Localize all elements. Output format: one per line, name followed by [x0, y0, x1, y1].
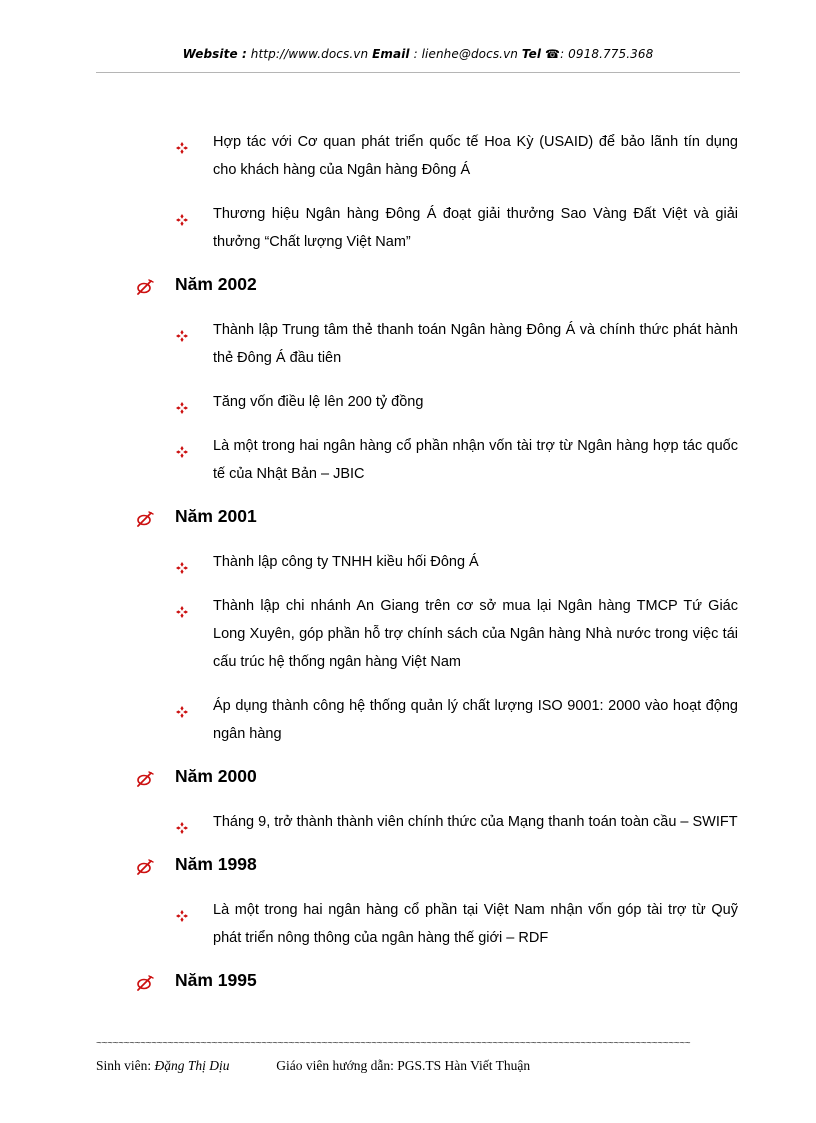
- year-heading-text: Năm 2002: [175, 274, 257, 294]
- bullet-text: Hợp tác với Cơ quan phát triển quốc tế Hoa Kỳ (USAID) để bảo lãnh tín dụng cho khách hàng của Ngân hàng Đông Á: [213, 134, 738, 178]
- diamond-bullet-icon: [176, 700, 188, 712]
- diamond-bullet-icon: [176, 396, 188, 408]
- diamond-bullet-icon: [176, 556, 188, 568]
- bullet-text: Thương hiệu Ngân hàng Đông Á đoạt giải thưởng Sao Vàng Đất Việt và giải thưởng “Chất lượng Việt Nam”: [213, 206, 738, 250]
- diamond-bullet-icon: [176, 904, 188, 916]
- phone-number: : 0918.775.368: [560, 47, 654, 61]
- diamond-bullet-icon: [176, 324, 188, 336]
- pen-bullet-icon: [136, 277, 154, 293]
- year-heading-text: Năm 1998: [175, 854, 257, 874]
- bullet-item: [136, 896, 738, 952]
- bullet-item: [136, 432, 738, 488]
- pen-bullet-icon: [136, 857, 154, 873]
- bullet-item: [136, 808, 738, 836]
- footer-wave-divider: ~~~~~~~~~~~~~~~~~~~~~~~~~~~~~~~~~~~~~~~~~~~~~~~~~~~~~~~~~~~~~~~~~~~~~~~~~~~~~~~~~~~~~~~~~~~~~~~~~~~~~~~~~~~~: [96, 1039, 691, 1050]
- bullet-text: Áp dụng thành công hệ thống quản lý chất lượng ISO 9001: 2000 vào hoạt động ngân hàng: [213, 698, 738, 742]
- diamond-bullet-icon: [176, 208, 188, 220]
- bullet-text: Thành lập Trung tâm thẻ thanh toán Ngân hàng Đông Á và chính thức phát hành thẻ Đông Á đầu tiên: [213, 322, 738, 366]
- email-address: : lienhe@docs.vn: [413, 47, 518, 61]
- header-divider: [96, 72, 740, 73]
- bullet-item: [136, 200, 738, 256]
- year-heading: [136, 968, 738, 992]
- website-url: http://www.docs.vn: [250, 47, 369, 61]
- student-name: Đặng Thị Dịu: [154, 1058, 230, 1073]
- document-body: [136, 128, 738, 1012]
- bullet-text: Tháng 9, trở thành thành viên chính thức của Mạng thanh toán toàn cầu – SWIFT: [213, 814, 738, 830]
- bullet-item: [136, 388, 738, 416]
- year-heading-text: Năm 1995: [175, 970, 257, 990]
- year-heading: [136, 764, 738, 788]
- tel-label: Tel: [521, 47, 542, 61]
- email-label: Email: [372, 47, 410, 61]
- year-heading-text: Năm 2000: [175, 766, 257, 786]
- phone-icon: ☎: [545, 47, 561, 61]
- bullet-text: Là một trong hai ngân hàng cổ phần tại Việt Nam nhận vốn góp tài trợ từ Quỹ phát triển nông thông của ngân hàng thế giới – RDF: [213, 902, 738, 946]
- bullet-item: [136, 692, 738, 748]
- bullet-text: Thành lập công ty TNHH kiều hối Đông Á: [213, 554, 479, 570]
- student-label: Sinh viên:: [96, 1058, 152, 1073]
- bullet-item: [136, 592, 738, 676]
- bullet-item: [136, 548, 738, 576]
- bullet-item: [136, 128, 738, 184]
- page-footer: [96, 1058, 530, 1074]
- year-heading: [136, 504, 738, 528]
- website-label: Website :: [182, 47, 247, 61]
- pen-bullet-icon: [136, 973, 154, 989]
- page-header: [96, 47, 740, 61]
- diamond-bullet-icon: [176, 136, 188, 148]
- pen-bullet-icon: [136, 509, 154, 525]
- pen-bullet-icon: [136, 769, 154, 785]
- advisor-label: Giáo viên hướng dẫn:: [276, 1058, 394, 1073]
- diamond-bullet-icon: [176, 440, 188, 452]
- bullet-item: [136, 316, 738, 372]
- diamond-bullet-icon: [176, 600, 188, 612]
- year-heading: [136, 852, 738, 876]
- year-heading: [136, 272, 738, 296]
- diamond-bullet-icon: [176, 816, 188, 828]
- advisor-name: PGS.TS Hàn Viết Thuận: [397, 1058, 531, 1073]
- bullet-text: Tăng vốn điều lệ lên 200 tỷ đồng: [213, 394, 424, 410]
- bullet-text: Thành lập chi nhánh An Giang trên cơ sở mua lại Ngân hàng TMCP Tứ Giác Long Xuyên, góp phần hỗ trợ chính sách của Ngân hàng Nhà nước trong việc tái cấu trúc hệ thống ngân hàng Việt Nam: [213, 598, 738, 670]
- bullet-text: Là một trong hai ngân hàng cổ phần nhận vốn tài trợ từ Ngân hàng hợp tác quốc tế của Nhật Bản – JBIC: [213, 438, 738, 482]
- year-heading-text: Năm 2001: [175, 506, 257, 526]
